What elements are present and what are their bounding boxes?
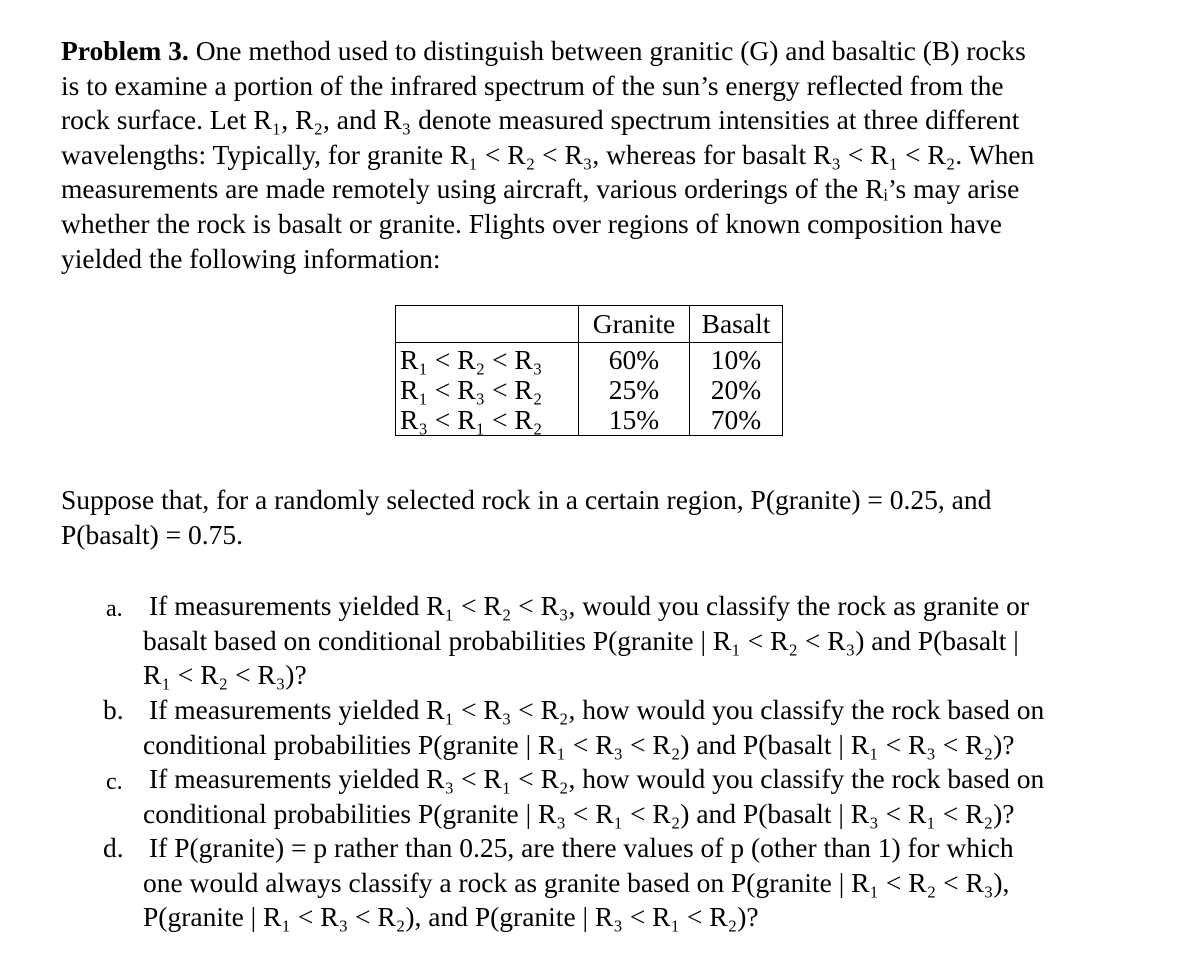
question-line: If measurements yielded R₁ < R₂ < R₃, would you classify the rock as granite or	[149, 590, 1029, 621]
question-text	[143, 831, 1014, 935]
prior-probabilities-paragraph	[61, 483, 991, 552]
question-line: conditional probabilities P(granite | R₁ < R₃ < R₂) and P(basalt | R₁ < R₃ < R₂)?	[143, 728, 1015, 760]
ordering-probability-table	[395, 305, 783, 436]
ordering-cell: R₃ < R₁ < R₂	[396, 405, 579, 436]
question-line: If measurements yielded R₁ < R₃ < R₂, how would you classify the rock based on	[149, 694, 1045, 725]
prior-line-2: P(basalt) = 0.75.	[61, 518, 244, 550]
prior-line-1: Suppose that, for a randomly selected rock in a certain region, P(granite) = 0.25, and	[61, 484, 992, 515]
question-line: conditional probabilities P(granite | R₃ < R₁ < R₂) and P(basalt | R₃ < R₁ < R₂)?	[143, 797, 1015, 829]
table-header-cell	[396, 306, 579, 343]
basalt-cell: 70%	[690, 405, 783, 436]
basalt-cell: 10%	[690, 343, 783, 376]
basalt-cell: 20%	[690, 375, 783, 405]
problem-statement-line-1	[61, 34, 1034, 69]
problem-label: Problem 3.	[61, 35, 189, 66]
table-header-basalt: Basalt	[690, 306, 783, 343]
granite-cell: 25%	[579, 375, 690, 405]
problem-statement-line-2: is to examine a portion of the infrared spectrum of the sun’s energy reflected from the	[61, 69, 1004, 101]
question-text	[143, 693, 1045, 762]
problem-statement-line-5: measurements are made remotely using aircraft, various orderings of the Rᵢ’s may arise	[61, 173, 1020, 205]
question-line: R₁ < R₂ < R₃)?	[143, 659, 307, 691]
question-marker: a.	[106, 596, 123, 622]
table-header-row	[396, 306, 783, 343]
ordering-cell: R₁ < R₂ < R₃	[396, 343, 579, 376]
question-line: basalt based on conditional probabilities P(granite | R₁ < R₂ < R₃) and P(basalt |	[143, 624, 1019, 656]
granite-cell: 15%	[579, 405, 690, 436]
problem-statement-line-6: whether the rock is basalt or granite. Flights over regions of known composition have	[61, 207, 1002, 239]
table-header-granite: Granite	[579, 306, 690, 343]
question-line: one would always classify a rock as granite based on P(granite | R₁ < R₂ < R₃),	[143, 866, 1010, 898]
problem-statement-line-3: rock surface. Let R₁, R₂, and R₃ denote measured spectrum intensities at three different	[61, 104, 1020, 136]
question-marker: b.	[103, 694, 124, 725]
ordering-cell: R₁ < R₃ < R₂	[396, 375, 579, 405]
table-row	[396, 375, 783, 405]
problem-statement-line-4: wavelengths: Typically, for granite R₁ < R₂ < R₃, whereas for basalt R₃ < R₁ < R₂. When	[61, 138, 1035, 170]
table-row	[396, 343, 783, 376]
question-text	[143, 589, 1029, 693]
question-line: P(granite | R₁ < R₃ < R₂), and P(granite | R₃ < R₁ < R₂)?	[143, 901, 759, 933]
question-marker: c.	[106, 769, 123, 795]
problem-statement	[61, 34, 1034, 276]
problem-statement-line-7: yielded the following information:	[61, 242, 441, 274]
question-line: If P(granite) = p rather than 0.25, are there values of p (other than 1) for which	[149, 832, 1014, 863]
question-marker: d.	[103, 832, 124, 863]
question-text	[143, 762, 1045, 831]
table-row	[396, 405, 783, 436]
problem-statement-text: One method used to distinguish between granitic (G) and basaltic (B) rocks	[188, 35, 1026, 66]
question-line: If measurements yielded R₃ < R₁ < R₂, how would you classify the rock based on	[149, 763, 1045, 794]
granite-cell: 60%	[579, 343, 690, 376]
